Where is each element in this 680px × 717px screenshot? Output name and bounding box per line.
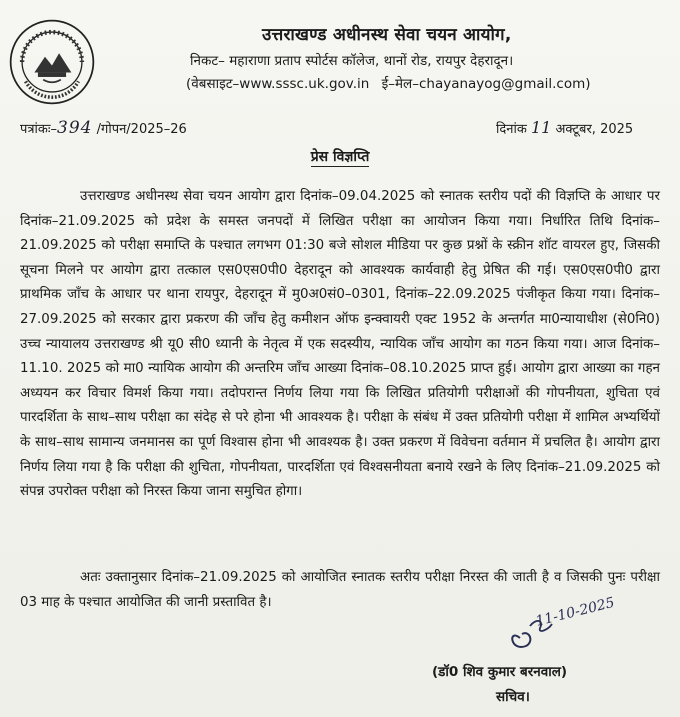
commission-seal-icon — [8, 18, 96, 106]
document-title-text: प्रेस विज्ञप्ति — [310, 149, 370, 165]
letter-number — [20, 118, 187, 138]
body-paragraph-1: उत्तराखण्ड अधीनस्थ सेवा चयन आयोग द्वारा दिनांक–09.04.2025 को स्नातक स्तरीय पदों की विज्ञप्ति के आधार पर दिनांक–21.09.2025 को प्रदेश के समस्त जनपदों में लिखित परीक्षा का आयोजन किया गया। निर्धारित तिथि दिनांक–21.09.2025 को परीक्षा समाप्ति के पश्चात लगभग 01:30 बजे सोशल मीडिया पर कुछ प्रश्नों के स्क्रीन शॉट वायरल हुए, जिसकी सूचना मिलने पर आयोग द्वारा तत्काल एस0एस0पी0 देहरादून को आवश्यक कार्यवाही हेतु प्रेषित की गई। एस0एस0पी0 द्वारा प्राथमिक जाँच के आधार पर थाना रायपुर, देहरादून में मु0अ0सं0–0301, दिनांक–22.09.2025 पंजीकृत किया गया। दिनांक–27.09.2025 को सरकार द्वारा प्रकरण की जाँच हेतु कमीशन ऑफ इन्क्वायरी एक्ट 1952 के अन्तर्गत मा0न्यायाधीश (से0नि0) उच्च न्यायालय उत्तराखण्ड श्री यू0 सी0 ध्यानी के नेतृत्व में एक सदस्यीय, न्यायिक जाँच आयोग का गठन किया गया। आज दिनांक–11.10. 2025 को मा0 न्यायिक आयोग की अन्तरिम जाँच आख्या दिनांक–08.10.2025 प्राप्त हुई। आयोग द्वारा आख्या का गहन अध्ययन कर विचार विमर्श किया गया। तदोपरान्त निर्णय लिया गया कि लिखित प्रतियोगी परीक्षाओं की गोपनीयता, शुचिता एवं पारदर्शिता के साथ–साथ परीक्षा का संदेह से परे होना भी आवश्यक है। परीक्षा के संबंध में उक्त प्रतियोगी परीक्षा में शामिल अभ्यर्थियों के साथ–साथ सामान्य जनमानस का पूर्ण विश्वास होना भी आवश्यक है। उक्त प्रकरण में विवेचना वर्तमान में प्रचलित है। आयोग द्वारा निर्णय लिया गया है कि परीक्षा की शुचिता, गोपनीयता, पारदर्शिता एवं विश्वसनीयता बनाये रखने के लिए दिनांक–21.09.2025 को संपन्न उपरोक्त परीक्षा को निरस्त किया जाना समुचित होगा। — [20, 189, 660, 500]
date-year: 2025 — [600, 122, 634, 137]
letter-number-suffix: /गोपन/2025–26 — [96, 122, 187, 137]
organization-address: निकट– महाराणा प्रताप स्पोर्टस कॉलेज, थानों रोड, रायपुर देहरादून। — [190, 53, 514, 69]
document-title — [0, 147, 680, 166]
reference-row — [0, 114, 680, 138]
website-text: (वेबसाइट–www.sssc.uk.gov.in — [186, 76, 370, 92]
letter-date — [496, 118, 633, 137]
signatory-designation: सचिव। — [496, 689, 530, 705]
contact-line — [186, 74, 656, 92]
letter-number-handwritten: 394 — [57, 118, 93, 138]
organization-name: उत्तराखण्ड अधीनस्थ सेवा चयन आयोग, — [262, 25, 512, 45]
date-month: अक्टूबर, — [555, 122, 596, 137]
letter-number-label: पत्रांकः– — [20, 122, 58, 137]
date-label: दिनांक — [496, 122, 527, 137]
date-day-handwritten: 11 — [530, 118, 552, 137]
body-paragraph-2: अतः उक्तानुसार दिनांक–21.09.2025 को आयोजित स्नातक स्तरीय परीक्षा निरस्त की जाती है व जिसकी पुनः परीक्षा 03 माह के पश्चात आयोजित की जानी प्रस्तावित है। — [20, 570, 660, 610]
email-text: ई–मेल–chayanayog@gmail.com) — [381, 76, 591, 92]
signatory-name: (डॉ0 शिव कुमार बरनवाल) — [432, 664, 568, 680]
signature-handwritten-date: 11-10-2025 — [534, 594, 617, 630]
letterhead — [186, 22, 656, 92]
